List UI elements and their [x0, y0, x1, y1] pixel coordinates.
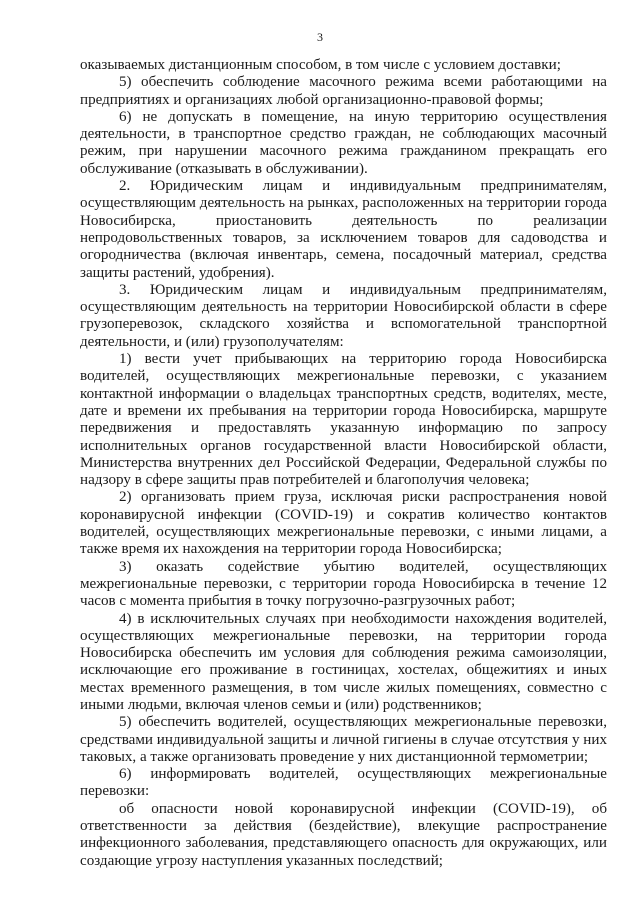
paragraph-item-6-no-admission: 6) не допускать в помещение, на иную территорию осуществления деятельности, в транспортное средство граждан, не соблюдающих масочный режим, при нарушении масочного режима гражданином прекращать его обслуживание (отказывать в обслуживании). [80, 108, 607, 177]
document-body [80, 57, 607, 870]
paragraph-cargo-item-5-protection: 5) обеспечить водителей, осуществляющих межрегиональные перевозки, средствами индивидуальной защиты и личной гигиены в случае отсутствия у них таковых, а также организовать проведение у них дистанционной термометрии; [80, 714, 607, 765]
paragraph-section-3-cargo: 3. Юридическим лицам и индивидуальным предпринимателям, осуществляющим деятельность на территории Новосибирской области в сфере грузоперевозок, складского хозяйства и вспомогательной транспортной деятельности, и (или) грузополучателям: [80, 281, 607, 350]
paragraph-continuation: оказываемых дистанционным способом, в том числе с условием доставки; [80, 57, 561, 73]
paragraph-section-2-markets: 2. Юридическим лицам и индивидуальным предпринимателям, осуществляющим деятельность на рынках, расположенных на территории города Новосибирска, приостановить деятельность по реализации непродовольственных товаров, за исключением товаров для садоводства и огородничества (включая инвентарь, семена, посадочный материал, средства защиты растений, удобрения). [80, 178, 607, 281]
paragraph-cargo-item-3-departure: 3) оказать содействие убытию водителей, осуществляющих межрегиональные перевозки, с территории города Новосибирска в течение 12 часов с момента прибытия в точку погрузочно-разгрузочных работ; [80, 558, 607, 610]
page-number: 3 [317, 30, 323, 44]
paragraph-cargo-item-4-isolation: 4) в исключительных случаях при необходимости нахождения водителей, осуществляющих межрегиональные перевозки, на территории города Новосибирска обеспечить им условия для соблюдения режима самоизоляции, исключающие его проживание в гостиницах, хостелах, общежитиях и иных местах временного размещения, в том числе жилых помещениях, совместно с иными людьми, включая членов семьи и (или) родственников; [80, 610, 607, 713]
paragraph-cargo-item-6-inform: 6) информировать водителей, осуществляющих межрегиональные перевозки: [80, 766, 607, 800]
paragraph-item-5-mask-regime: 5) обеспечить соблюдение масочного режима всеми работающими на предприятиях и организациях любой организационно-правовой формы; [80, 74, 607, 108]
paragraph-danger-notice: об опасности новой коронавирусной инфекции (COVID-19), об ответственности за действия (бездействие), влекущие распространение инфекционного заболевания, представляющего опасность для окружающих, или создающие угрозу наступления указанных последствий; [80, 800, 607, 869]
paragraph-cargo-item-1-records: 1) вести учет прибывающих на территорию города Новосибирска водителей, осуществляющих межрегиональные перевозки, с указанием контактной информации о владельцах транспортных средств, водителях, месте, дате и времени их пребывания на территории города Новосибирска, маршруте передвижения и предоставлять указанную информацию по запросу исполнительных органов государственной власти Новосибирской области, Министерства внутренних дел Российской Федерации, Федеральной службы по надзору в сфере защиты прав потребителей и благополучия человека; [80, 351, 607, 489]
paragraph-cargo-item-2-reception: 2) организовать прием груза, исключая риски распространения новой коронавирусной инфекции (COVID-19) и сократив количество контактов водителей, осуществляющих межрегиональные перевозки, с иными лицами, а также время их нахождения на территории города Новосибирска; [80, 489, 607, 558]
